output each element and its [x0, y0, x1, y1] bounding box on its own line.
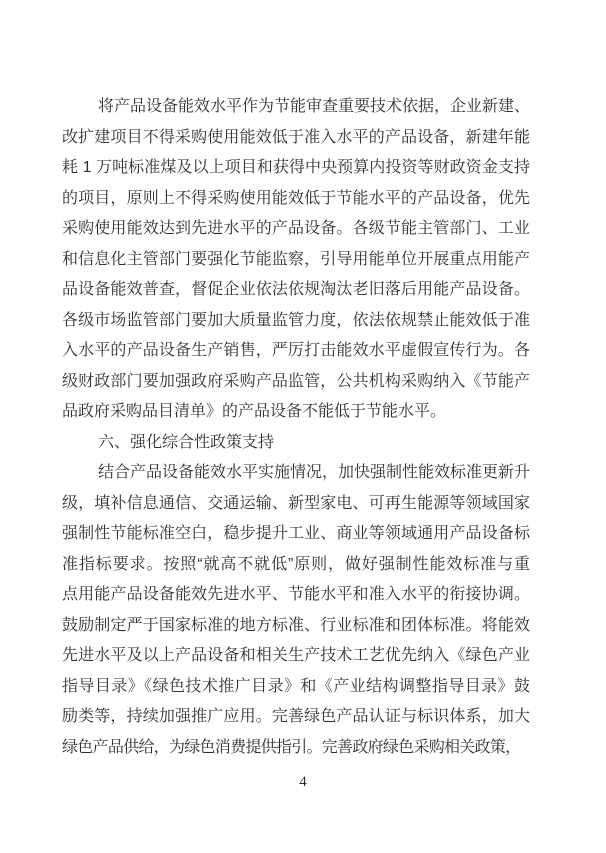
text-line: 绿色产品供给，为绿色消费提供指引。完善政府绿色采购相关政策， — [62, 738, 521, 756]
text-line: 级财政部门要加强政府采购产品监管，公共机构采购纳入《节能产 — [62, 372, 530, 390]
text-line: 各级市场监管部门要加大质量监管力度，依法依规禁止能效低于准 — [62, 311, 530, 329]
text-line: 先进水平及以上产品设备和相关生产技术工艺优先纳入《绿色产业 — [62, 647, 530, 664]
text-line: 品设备能效普查，督促企业依法依规淘汰老旧落后用能产品设备。 — [62, 281, 530, 298]
text-line: 结合产品设备能效水平实施情况，加快强制性能效标准更新升 — [98, 464, 531, 481]
text-line: 改扩建项目不得采购使用能效低于准入水平的产品设备，新建年能 — [62, 128, 530, 146]
text-line: 耗 1 万吨标准煤及以上项目和获得中央预算内投资等财政资金支持 — [62, 159, 530, 176]
text-line: 品政府采购品目清单》的产品设备不能低于节能水平。 — [62, 403, 447, 420]
text-line: 准指标要求。按照“就高不就低”原则，做好强制性能效标准与重 — [62, 555, 530, 573]
text-line: 入水平的产品设备生产销售，严厉打击能效水平虚假宣传行为。各 — [62, 342, 530, 359]
text-line: 的项目，原则上不得采购使用能效低于节能水平的产品设备，优先 — [62, 189, 530, 207]
text-line: 级，填补信息通信、交通运输、新型家电、可再生能源等领域国家 — [62, 494, 530, 512]
section-heading: 六、强化综合性政策支持 — [98, 433, 275, 451]
text-line: 将产品设备能效水平作为节能审查重要技术依据，企业新建、 — [98, 98, 531, 115]
page-number: 4 — [299, 774, 307, 790]
text-line: 和信息化主管部门要强化节能监察，引导用能单位开展重点用能产 — [62, 250, 530, 268]
page-text — [62, 92, 530, 763]
text-line: 励类等，持续加强推广应用。完善绿色产品认证与标识体系，加大 — [62, 708, 530, 725]
text-line: 强制性节能标准空白，稳步提升工业、商业等领域通用产品设备标 — [62, 525, 530, 542]
text-line: 点用能产品设备能效先进水平、节能水平和准入水平的衔接协调。 — [62, 586, 530, 603]
text-line: 鼓励制定严于国家标准的地方标准、行业标准和团体标准。将能效 — [62, 616, 530, 634]
text-line: 指导目录》《绿色技术推广目录》和《产业结构调整指导目录》鼓 — [62, 677, 530, 695]
text-line: 采购使用能效达到先进水平的产品设备。各级节能主管部门、工业 — [62, 220, 530, 237]
